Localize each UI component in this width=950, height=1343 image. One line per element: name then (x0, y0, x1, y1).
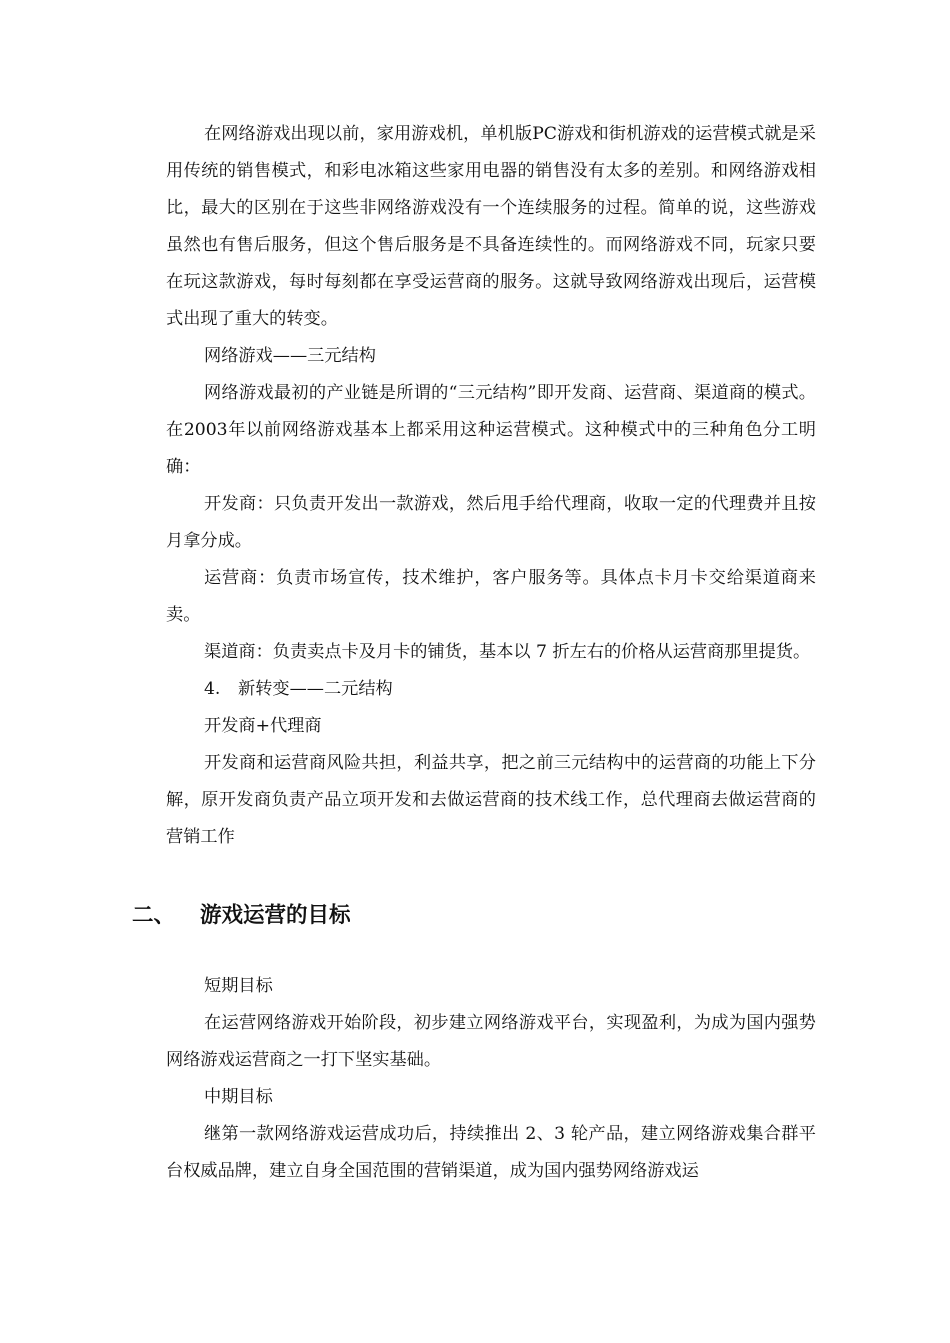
numbered-item-4 (166, 671, 816, 708)
numbered-item-4-number: 4. (204, 679, 221, 699)
channel-paragraph: 渠道商：负责卖点卡及月卡的铺货，基本以 7 折左右的价格从运营商那里提货。 (204, 642, 811, 662)
mid-term-paragraph: 继第一款网络游戏运营成功后，持续推出 2、3 轮产品，建立网络游戏集合群平台权威品牌，建立自身全国范围的营销渠道，成为国内强势网络游戏运 (166, 1124, 816, 1181)
intro-paragraph: 在网络游戏出现以前，家用游戏机，单机版PC游戏和街机游戏的运营模式就是采用传统的销售模式，和彩电冰箱这些家用电器的销售没有太多的差别。和网络游戏相比，最大的区别在于这些非网络游戏没有一个连续服务的过程。简单的说，这些游戏虽然也有售后服务，但这个售后服务是不具备连续性的。而网络游戏不同，玩家只要在玩这款游戏，每时每刻都在享受运营商的服务。这就导致网络游戏出现后，运营模式出现了重大的转变。 (166, 124, 816, 329)
section-two-heading-number: 二、 (132, 903, 176, 928)
section-two-heading-title: 游戏运营的目标 (200, 903, 351, 928)
short-term-paragraph: 在运营网络游戏开始阶段，初步建立网络游戏平台，实现盈利，为成为国内强势网络游戏运营商之一打下坚实基础。 (166, 1013, 816, 1070)
two-tier-subtitle: 开发商+代理商 (204, 716, 322, 736)
section-two-heading (132, 898, 816, 934)
developer-paragraph: 开发商：只负责开发出一款游戏，然后甩手给代理商，收取一定的代理费并且按月拿分成。 (166, 494, 816, 551)
operator-paragraph: 运营商：负责市场宣传，技术维护，客户服务等。具体点卡月卡交给渠道商来卖。 (166, 568, 816, 625)
three-tier-paragraph: 网络游戏最初的产业链是所谓的“三元结构”即开发商、运营商、渠道商的模式。在2003年以前网络游戏基本上都采用这种运营模式。这种模式中的三种角色分工明确： (166, 383, 816, 477)
three-tier-subtitle: 网络游戏——三元结构 (204, 346, 376, 366)
document-body (132, 116, 816, 1190)
mid-term-subtitle: 中期目标 (204, 1087, 273, 1107)
numbered-item-4-title: 新转变——二元结构 (238, 679, 393, 699)
short-term-subtitle: 短期目标 (204, 976, 273, 996)
two-tier-paragraph: 开发商和运营商风险共担，利益共享，把之前三元结构中的运营商的功能上下分解，原开发商负责产品立项开发和去做运营商的技术线工作，总代理商去做运营商的营销工作 (166, 753, 816, 847)
